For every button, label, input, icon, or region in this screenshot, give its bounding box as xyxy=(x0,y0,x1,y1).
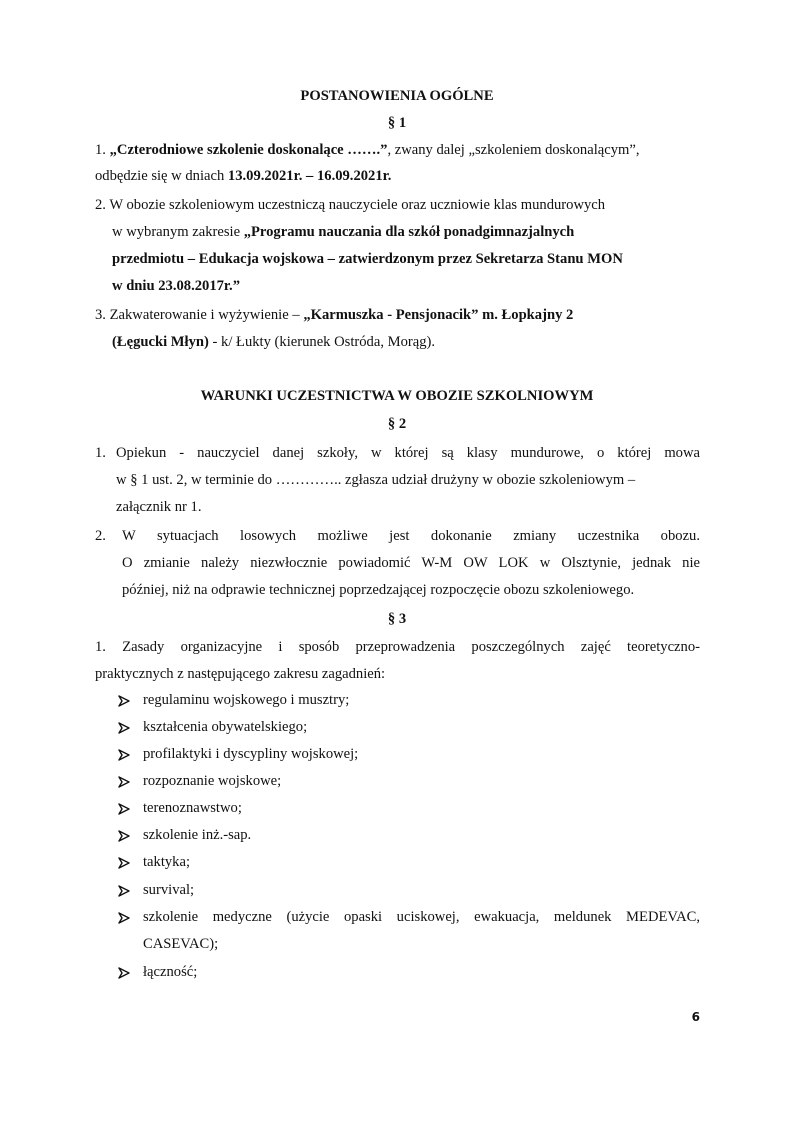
training-dates: 13.09.2021r. – 16.09.2021r. xyxy=(227,168,392,184)
item-1-line-2: praktycznych z następującego zakresu zagadnień: xyxy=(95,666,386,682)
arrow-bullet-icon xyxy=(117,748,131,762)
item-number: 3. xyxy=(95,307,106,323)
accommodation-name: „Karmuszka - Pensjonacik” m. Łopkajny 2 xyxy=(303,307,574,323)
location-name: (Łęgucki Młyn) xyxy=(112,334,209,350)
text: odbędzie się w dniach xyxy=(95,168,228,184)
text: W obozie szkoleniowym uczestniczą nauczyciele oraz uczniowie klas mundurowych xyxy=(109,197,606,213)
item-2-line-2: O zmianie należy niezwłocznie powiadomić W-M OW LOK w Olsztynie, jednak nie xyxy=(122,555,700,571)
arrow-bullet-icon xyxy=(117,966,131,980)
arrow-bullet-icon xyxy=(117,884,131,898)
text: Zakwaterowanie i wyżywienie – xyxy=(109,307,304,323)
section-heading-general-provisions: POSTANOWIENIA OGÓLNE xyxy=(300,88,494,104)
item-2-line-4: w dniu 23.08.2017r.” xyxy=(112,278,240,294)
list-item: profilaktyki i dyscypliny wojskowej; xyxy=(143,746,359,762)
item-2-line-1 xyxy=(95,197,605,214)
text: , zwany dalej „szkoleniem doskonalącym”, xyxy=(387,142,640,158)
text: w wybranym zakresie xyxy=(112,224,244,240)
item-2-line-1: W sytuacjach losowych możliwe jest dokonanie zmiany uczestnika obozu. xyxy=(122,528,700,544)
arrow-bullet-icon xyxy=(117,856,131,870)
list-item: szkolenie inż.-sap. xyxy=(143,827,252,843)
list-item: szkolenie medyczne (użycie opaski uciskowej, ewakuacja, meldunek MEDEVAC, xyxy=(143,909,700,925)
item-2-line-3: później, niż na odprawie technicznej poprzedzającej rozpoczęcie obozu szkoleniowego. xyxy=(122,582,635,598)
item-3-line-2 xyxy=(112,334,435,351)
text: - k/ Łukty (kierunek Ostróda, Morąg). xyxy=(208,334,436,350)
arrow-bullet-icon xyxy=(117,721,131,735)
paragraph-mark-2: § 2 xyxy=(387,416,407,432)
training-title: „Czterodniowe szkolenie doskonalące …….” xyxy=(109,142,388,158)
paragraph-mark-1: § 1 xyxy=(387,115,407,131)
item-1-line-2: w § 1 ust. 2, w terminie do ………….. zgłasza udział drużyny w obozie szkoleniowym – xyxy=(116,472,636,488)
list-item: survival; xyxy=(143,882,195,898)
section-heading-participation-conditions: WARUNKI UCZESTNICTWA W OBOZIE SZKOLNIOWYM xyxy=(200,388,594,404)
item-1-line-1 xyxy=(95,142,640,159)
item-1-line-2 xyxy=(95,168,391,185)
list-item: łączność; xyxy=(143,964,198,980)
item-number: 2. xyxy=(95,528,106,544)
list-item: regulaminu wojskowego i musztry; xyxy=(143,692,350,708)
program-title: „Programu nauczania dla szkół ponadgimnazjalnych xyxy=(243,224,575,240)
item-1-line-1: 1. Zasady organizacyjne i sposób przeprowadzenia poszczególnych zajęć teoretyczno- xyxy=(95,639,700,655)
list-item: kształcenia obywatelskiego; xyxy=(143,719,308,735)
item-number: 1. xyxy=(95,445,106,461)
item-2-line-3: przedmiotu – Edukacja wojskowa – zatwierdzonym przez Sekretarza Stanu MON xyxy=(112,251,623,267)
page-number: 6 xyxy=(691,1010,700,1024)
list-item: rozpoznanie wojskowe; xyxy=(143,773,282,789)
item-number: 1. xyxy=(95,142,106,158)
item-2-line-2 xyxy=(112,224,574,241)
arrow-bullet-icon xyxy=(117,911,131,925)
arrow-bullet-icon xyxy=(117,694,131,708)
arrow-bullet-icon xyxy=(117,802,131,816)
item-number: 2. xyxy=(95,197,106,213)
arrow-bullet-icon xyxy=(117,829,131,843)
item-1-line-1: Opiekun - nauczyciel danej szkoły, w której są klasy mundurowe, o której mowa xyxy=(116,445,700,461)
list-item: taktyka; xyxy=(143,854,191,870)
paragraph-mark-3: § 3 xyxy=(387,611,407,627)
item-3-line-1 xyxy=(95,307,573,324)
item-1-line-3: załącznik nr 1. xyxy=(116,499,202,515)
list-item-continuation: CASEVAC); xyxy=(143,936,219,952)
list-item: terenoznawstwo; xyxy=(143,800,242,816)
arrow-bullet-icon xyxy=(117,775,131,789)
